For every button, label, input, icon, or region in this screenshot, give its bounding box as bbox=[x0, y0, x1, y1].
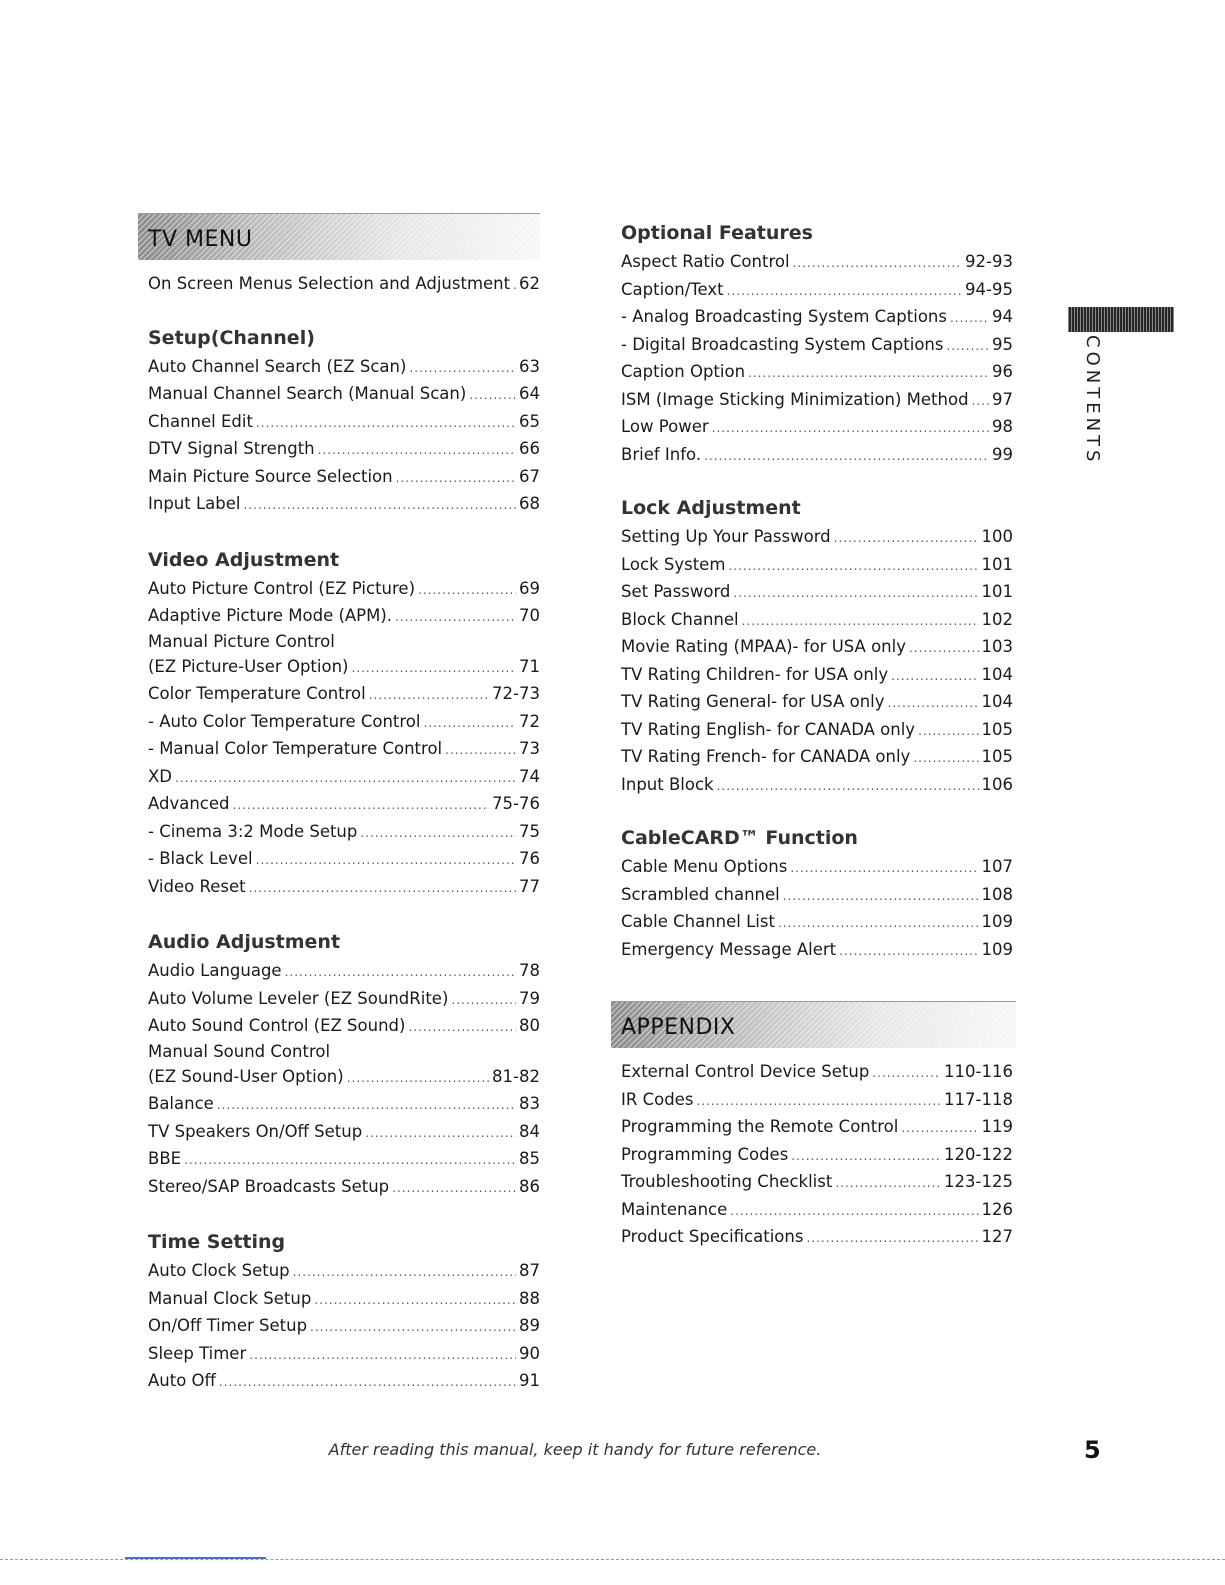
entry-label: IR Codes bbox=[621, 1089, 694, 1109]
toc-entry bbox=[621, 1196, 1013, 1224]
dot-leader bbox=[423, 710, 516, 738]
toc-entry bbox=[148, 1285, 540, 1313]
section-title: Video Adjustment bbox=[148, 548, 340, 571]
entry-label: TV Rating Children- for USA only bbox=[621, 664, 889, 684]
toc-entry bbox=[148, 1367, 540, 1395]
entry-label: TV Speakers On/Off Setup bbox=[148, 1121, 363, 1141]
entry-label: Low Power bbox=[621, 417, 709, 436]
entry-label: On Screen Menus Selection and Adjustment bbox=[148, 274, 511, 293]
toc-entry bbox=[621, 853, 1013, 881]
dot-leader bbox=[347, 1065, 489, 1093]
entry-label: Auto Off bbox=[148, 1371, 216, 1390]
entry-list bbox=[148, 575, 540, 901]
dot-leader bbox=[748, 360, 989, 388]
section-cablecard-function bbox=[621, 824, 1013, 963]
toc-entry bbox=[621, 413, 1013, 441]
entry-list bbox=[148, 1257, 540, 1395]
entry-page: 105 bbox=[981, 747, 1013, 766]
entry-page: 63 bbox=[519, 356, 540, 376]
toc-entry bbox=[148, 1173, 540, 1201]
toc-entry bbox=[148, 463, 540, 491]
toc-entry bbox=[621, 276, 1013, 304]
toc-entry bbox=[148, 1012, 540, 1040]
entry-page: 127 bbox=[981, 1227, 1013, 1246]
entry-list bbox=[621, 523, 1013, 798]
dot-leader bbox=[360, 820, 516, 848]
entry-label-continued: (EZ Picture-User Option) bbox=[148, 656, 349, 676]
toc-entry bbox=[621, 331, 1013, 359]
entry-label: Balance bbox=[148, 1094, 214, 1113]
entry-label: Advanced bbox=[148, 794, 230, 813]
entry-label: Product Specifications bbox=[621, 1227, 804, 1246]
entry-list bbox=[148, 957, 540, 1200]
entry-label: DTV Signal Strength bbox=[148, 439, 315, 458]
toc-entry bbox=[148, 630, 540, 681]
entry-page: 120-122 bbox=[944, 1144, 1013, 1164]
entry-list bbox=[621, 853, 1013, 963]
entry-label: Main Picture Source Selection bbox=[148, 466, 393, 486]
dot-leader bbox=[918, 718, 978, 746]
entry-page: 117-118 bbox=[944, 1089, 1013, 1109]
toc-entry bbox=[621, 743, 1013, 771]
dot-leader bbox=[839, 938, 978, 966]
dot-leader bbox=[318, 437, 516, 465]
entry-page: 72 bbox=[519, 711, 540, 731]
dot-leader bbox=[717, 773, 979, 801]
entry-page: 80 bbox=[519, 1016, 540, 1035]
entry-label: Channel Edit bbox=[148, 411, 253, 431]
entry-page: 81-82 bbox=[492, 1066, 540, 1086]
entry-label: Sleep Timer bbox=[148, 1343, 247, 1363]
dot-leader bbox=[418, 577, 516, 605]
toc-entry bbox=[148, 435, 540, 463]
entry-page: 83 bbox=[519, 1094, 540, 1113]
entry-label: Auto Clock Setup bbox=[148, 1261, 290, 1280]
section-video-adjustment bbox=[148, 546, 540, 901]
entry-label: Manual Picture Control bbox=[148, 631, 335, 651]
dot-leader bbox=[742, 608, 979, 636]
entry-label: - Cinema 3:2 Mode Setup bbox=[148, 821, 358, 841]
entry-label: - Analog Broadcasting System Captions bbox=[621, 307, 947, 326]
entry-label: TV Rating French- for CANADA only bbox=[621, 747, 911, 766]
section-title: CableCARD™ Function bbox=[621, 827, 858, 849]
entry-page: 88 bbox=[519, 1288, 540, 1308]
dot-leader bbox=[950, 305, 989, 333]
bottom-accent-mark bbox=[125, 1557, 266, 1559]
dot-leader bbox=[409, 355, 516, 383]
entry-page: 92-93 bbox=[965, 252, 1013, 271]
entry-page: 103 bbox=[981, 637, 1013, 656]
toc-entry bbox=[621, 248, 1013, 276]
dot-leader bbox=[293, 1259, 516, 1287]
entry-label: Cable Menu Options bbox=[621, 857, 788, 876]
entry-label: - Digital Broadcasting System Captions bbox=[621, 334, 944, 354]
entry-label: Manual Clock Setup bbox=[148, 1288, 312, 1308]
toc-entry bbox=[148, 1257, 540, 1285]
dot-leader bbox=[469, 382, 516, 410]
entry-label: Caption Option bbox=[621, 362, 746, 381]
entry-page: 119 bbox=[981, 1117, 1013, 1136]
entry-label: Set Password bbox=[621, 582, 731, 601]
dot-leader bbox=[184, 1147, 516, 1175]
entry-label: Block Channel bbox=[621, 609, 739, 629]
entry-label: ISM (Image Sticking Minimization) Method bbox=[621, 389, 969, 409]
dot-leader bbox=[256, 847, 516, 875]
dot-leader bbox=[256, 410, 516, 438]
dot-leader bbox=[913, 745, 978, 773]
entry-page: 105 bbox=[981, 719, 1013, 739]
toc-entry bbox=[148, 985, 540, 1013]
dot-leader bbox=[946, 333, 989, 361]
entry-page: 78 bbox=[519, 961, 540, 980]
entry-label: Manual Sound Control bbox=[148, 1041, 331, 1061]
toc-entry bbox=[621, 1223, 1013, 1251]
dot-leader bbox=[285, 959, 516, 987]
toc-entry bbox=[621, 936, 1013, 964]
entry-page: 79 bbox=[519, 988, 540, 1008]
toc-entry bbox=[148, 1340, 540, 1368]
toc-entry bbox=[148, 708, 540, 736]
entry-page: 67 bbox=[519, 466, 540, 486]
toc-entry bbox=[148, 602, 540, 630]
section-lock-adjustment bbox=[621, 494, 1013, 798]
dot-leader bbox=[888, 690, 979, 718]
right-column bbox=[621, 219, 1013, 1251]
toc-entry bbox=[621, 633, 1013, 661]
entry-label: XD bbox=[148, 766, 173, 786]
section-setup-channel bbox=[148, 324, 540, 518]
entry-page: 73 bbox=[519, 739, 540, 758]
entry-label: Programming the Remote Control bbox=[621, 1117, 899, 1136]
dot-leader bbox=[233, 792, 490, 820]
entry-label: On/Off Timer Setup bbox=[148, 1316, 308, 1335]
entry-label: Emergency Message Alert bbox=[621, 939, 837, 959]
contents-tab-marker bbox=[1068, 307, 1174, 332]
entry-page: 74 bbox=[519, 766, 540, 786]
entry-label: Cable Channel List bbox=[621, 912, 775, 931]
dot-leader bbox=[696, 1088, 941, 1116]
entry-page: 66 bbox=[519, 439, 540, 458]
entry-page: 98 bbox=[992, 417, 1013, 436]
toc-entry bbox=[148, 873, 540, 901]
entry-page: 87 bbox=[519, 1261, 540, 1280]
toc-entry bbox=[148, 1145, 540, 1173]
entry-label: Input Block bbox=[621, 774, 714, 794]
entry-label: Maintenance bbox=[621, 1199, 728, 1219]
entry-page: 64 bbox=[519, 384, 540, 403]
entry-page: 94-95 bbox=[965, 279, 1013, 299]
entry-page: 97 bbox=[992, 389, 1013, 409]
dot-leader bbox=[972, 388, 989, 416]
dot-leader bbox=[175, 765, 516, 793]
dot-leader bbox=[891, 663, 978, 691]
toc-entry bbox=[621, 688, 1013, 716]
dot-leader bbox=[783, 883, 979, 911]
entry-label: - Manual Color Temperature Control bbox=[148, 739, 443, 758]
entry-label: Caption/Text bbox=[621, 279, 724, 299]
dot-leader bbox=[310, 1314, 516, 1342]
entry-page: 108 bbox=[981, 884, 1013, 904]
section-time-setting bbox=[148, 1228, 540, 1395]
dot-leader bbox=[778, 910, 979, 938]
entry-label: TV Rating English- for CANADA only bbox=[621, 719, 916, 739]
toc-entry bbox=[148, 1040, 540, 1091]
dot-leader bbox=[733, 580, 978, 608]
toc-entry bbox=[148, 818, 540, 846]
entry-label: Input Label bbox=[148, 494, 241, 513]
entry-page: 109 bbox=[981, 939, 1013, 959]
entry-page: 77 bbox=[519, 876, 540, 896]
entry-list bbox=[621, 248, 1013, 468]
dot-leader bbox=[219, 1369, 516, 1397]
section-audio-adjustment bbox=[148, 928, 540, 1200]
toc-entry bbox=[148, 575, 540, 603]
dot-leader bbox=[451, 987, 516, 1015]
toc-entry bbox=[621, 551, 1013, 579]
dot-leader bbox=[392, 1175, 516, 1203]
entry-page: 85 bbox=[519, 1149, 540, 1168]
dot-leader bbox=[395, 604, 516, 632]
toc-entry bbox=[621, 303, 1013, 331]
dot-leader bbox=[249, 1342, 516, 1370]
section-title: Setup(Channel) bbox=[148, 326, 315, 349]
entry-label: Auto Volume Leveler (EZ SoundRite) bbox=[148, 988, 449, 1008]
section-appendix bbox=[621, 1058, 1013, 1251]
entry-label-continued: (EZ Sound-User Option) bbox=[148, 1066, 344, 1086]
bottom-divider bbox=[0, 1559, 1225, 1560]
entry-label: Lock System bbox=[621, 554, 726, 574]
toc-entry bbox=[621, 1086, 1013, 1114]
dot-leader bbox=[217, 1092, 516, 1120]
entry-list bbox=[621, 1058, 1013, 1251]
tv-menu-banner bbox=[138, 213, 540, 260]
dot-leader bbox=[727, 278, 962, 306]
entry-page: 71 bbox=[519, 656, 540, 676]
intro-list bbox=[148, 270, 540, 298]
entry-label: Manual Channel Search (Manual Scan) bbox=[148, 384, 467, 403]
entry-label: BBE bbox=[148, 1149, 182, 1168]
entry-label: - Auto Color Temperature Control bbox=[148, 711, 421, 731]
entry-page: 72-73 bbox=[492, 684, 540, 703]
toc-entry bbox=[148, 353, 540, 381]
dot-leader bbox=[728, 553, 978, 581]
toc-entry bbox=[621, 606, 1013, 634]
toc-entry bbox=[148, 845, 540, 873]
toc-entry bbox=[621, 523, 1013, 551]
dot-leader bbox=[351, 655, 516, 683]
entry-page: 75-76 bbox=[492, 794, 540, 813]
toc-entry bbox=[621, 1168, 1013, 1196]
entry-label: Color Temperature Control bbox=[148, 684, 366, 703]
footer-note: After reading this manual, keep it handy for future reference. bbox=[328, 1440, 822, 1459]
entry-page: 123-125 bbox=[944, 1172, 1013, 1191]
entry-page: 102 bbox=[981, 609, 1013, 629]
toc-entry bbox=[148, 1312, 540, 1340]
entry-page: 106 bbox=[981, 774, 1013, 794]
entry-page: 99 bbox=[992, 444, 1013, 464]
dot-leader bbox=[704, 443, 989, 471]
entry-label: - Black Level bbox=[148, 849, 253, 868]
entry-label: Stereo/SAP Broadcasts Setup bbox=[148, 1176, 390, 1196]
toc-entry bbox=[148, 490, 540, 518]
section-title: Lock Adjustment bbox=[621, 497, 801, 519]
dot-leader bbox=[909, 635, 979, 663]
entry-page: 75 bbox=[519, 821, 540, 841]
entry-page: 101 bbox=[981, 582, 1013, 601]
toc-entry bbox=[621, 1141, 1013, 1169]
entry-label: External Control Device Setup bbox=[621, 1062, 870, 1081]
toc-entry bbox=[621, 716, 1013, 744]
dot-leader bbox=[901, 1115, 978, 1143]
dot-leader bbox=[445, 737, 516, 765]
section-optional-features bbox=[621, 219, 1013, 468]
entry-page: 107 bbox=[981, 857, 1013, 876]
entry-label: Video Reset bbox=[148, 876, 246, 896]
toc-entry bbox=[621, 386, 1013, 414]
entry-page: 109 bbox=[981, 912, 1013, 931]
dot-leader bbox=[314, 1287, 516, 1315]
entry-label: Scrambled channel bbox=[621, 884, 780, 904]
entry-list bbox=[148, 353, 540, 518]
dot-leader bbox=[834, 525, 979, 553]
dot-leader bbox=[369, 682, 489, 710]
entry-page: 89 bbox=[519, 1316, 540, 1335]
entry-label: Auto Sound Control (EZ Sound) bbox=[148, 1016, 406, 1035]
entry-label: Aspect Ratio Control bbox=[621, 252, 790, 271]
entry-page: 95 bbox=[992, 334, 1013, 354]
entry-page: 96 bbox=[992, 362, 1013, 381]
entry-page: 100 bbox=[981, 527, 1013, 546]
dot-leader bbox=[249, 875, 516, 903]
toc-entry bbox=[621, 881, 1013, 909]
entry-page: 65 bbox=[519, 411, 540, 431]
dot-leader bbox=[791, 1143, 941, 1171]
section-title: Time Setting bbox=[148, 1231, 286, 1253]
entry-page: 101 bbox=[981, 554, 1013, 574]
page-number: 5 bbox=[1084, 1436, 1101, 1464]
toc-entry bbox=[148, 957, 540, 985]
toc-entry bbox=[621, 578, 1013, 606]
dot-leader bbox=[365, 1120, 516, 1148]
entry-label: Adaptive Picture Mode (APM). bbox=[148, 606, 393, 625]
entry-label: Movie Rating (MPAA)- for USA only bbox=[621, 637, 906, 656]
toc-entry bbox=[621, 1058, 1013, 1086]
toc-entry bbox=[621, 771, 1013, 799]
dot-leader bbox=[712, 415, 989, 443]
entry-page: 90 bbox=[519, 1343, 540, 1363]
entry-page: 70 bbox=[519, 606, 540, 625]
toc-entry bbox=[148, 763, 540, 791]
toc-entry bbox=[621, 441, 1013, 469]
entry-page: 62 bbox=[519, 274, 540, 293]
entry-label: TV Rating General- for USA only bbox=[621, 692, 885, 711]
dot-leader bbox=[835, 1170, 941, 1198]
entry-page: 110-116 bbox=[944, 1062, 1013, 1081]
entry-page: 104 bbox=[981, 664, 1013, 684]
toc-entry bbox=[148, 270, 540, 298]
banner-title: TV MENU bbox=[148, 227, 253, 252]
toc-entry bbox=[148, 1118, 540, 1146]
entry-label: Auto Picture Control (EZ Picture) bbox=[148, 578, 416, 598]
toc-entry bbox=[148, 680, 540, 708]
toc-entry bbox=[621, 1113, 1013, 1141]
entry-page: 86 bbox=[519, 1176, 540, 1196]
entry-label: Setting Up Your Password bbox=[621, 527, 831, 546]
entry-label: Troubleshooting Checklist bbox=[621, 1172, 833, 1191]
entry-page: 76 bbox=[519, 849, 540, 868]
entry-page: 91 bbox=[519, 1371, 540, 1390]
dot-leader bbox=[872, 1060, 941, 1088]
contents-side-label: CONTENTS bbox=[1082, 335, 1103, 466]
section-title: Audio Adjustment bbox=[148, 931, 341, 953]
dot-leader bbox=[396, 465, 516, 493]
section-title: Optional Features bbox=[621, 222, 813, 244]
entry-page: 84 bbox=[519, 1121, 540, 1141]
appendix-banner bbox=[611, 1001, 1016, 1048]
entry-label: Programming Codes bbox=[621, 1144, 789, 1164]
dot-leader bbox=[790, 855, 978, 883]
toc-entry bbox=[148, 1090, 540, 1118]
entry-page: 104 bbox=[981, 692, 1013, 711]
dot-leader bbox=[243, 492, 516, 520]
left-column bbox=[148, 213, 540, 1395]
toc-entry bbox=[148, 790, 540, 818]
toc-entry bbox=[621, 661, 1013, 689]
entry-page: 94 bbox=[992, 307, 1013, 326]
dot-leader bbox=[408, 1014, 516, 1042]
dot-leader bbox=[730, 1198, 978, 1226]
entry-label: Auto Channel Search (EZ Scan) bbox=[148, 356, 407, 376]
dot-leader bbox=[793, 250, 963, 278]
entry-label: Brief Info. bbox=[621, 444, 702, 464]
dot-leader bbox=[806, 1225, 978, 1253]
entry-page: 68 bbox=[519, 494, 540, 513]
entry-label: Audio Language bbox=[148, 961, 282, 980]
banner-title: APPENDIX bbox=[621, 1015, 736, 1040]
toc-entry bbox=[148, 408, 540, 436]
toc-entry bbox=[148, 380, 540, 408]
toc-entry bbox=[621, 358, 1013, 386]
toc-entry bbox=[621, 908, 1013, 936]
dot-leader bbox=[513, 272, 516, 300]
entry-page: 69 bbox=[519, 578, 540, 598]
toc-entry bbox=[148, 735, 540, 763]
entry-page: 126 bbox=[981, 1199, 1013, 1219]
